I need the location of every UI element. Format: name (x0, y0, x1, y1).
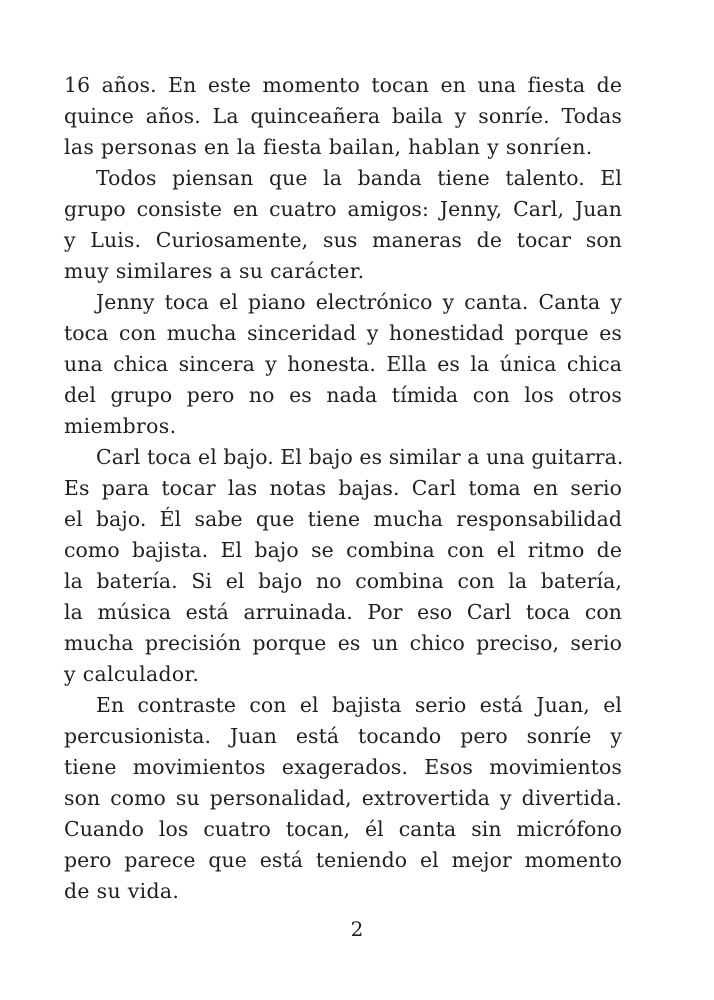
text-line: percusionista. Juan está tocando pero sonríe y (64, 724, 622, 748)
text-line: las personas en la fiesta bailan, hablan y sonríen. (64, 135, 593, 159)
text-line: Todos piensan que la banda tiene talento. El (96, 166, 622, 190)
text-line: y calculador. (64, 662, 200, 686)
text-line: mucha precisión porque es un chico preciso, serio (64, 631, 622, 655)
text-line: 16 años. En este momento tocan en una fiesta de (64, 73, 622, 97)
text-line: miembros. (64, 414, 177, 438)
text-line: tiene movimientos exagerados. Esos movimientos (64, 755, 622, 779)
text-line: el bajo. Él sabe que tiene mucha responsabilidad (64, 507, 622, 531)
text-line: En contraste con el bajista serio está Juan, el (96, 693, 622, 717)
text-line: muy similares a su carácter. (64, 259, 365, 283)
text-line: del grupo pero no es nada tímida con los otros (64, 383, 622, 407)
text-line: una chica sincera y honesta. Ella es la única chica (64, 352, 622, 376)
text-line: la batería. Si el bajo no combina con la batería, (64, 569, 622, 593)
text-line: como bajista. El bajo se combina con el ritmo de (64, 538, 622, 562)
text-line: quince años. La quinceañera baila y sonríe. Todas (64, 104, 622, 128)
text-line: pero parece que está teniendo el mejor momento (64, 848, 622, 872)
text-line: Cuando los cuatro tocan, él canta sin micrófono (64, 817, 622, 841)
text-line: grupo consiste en cuatro amigos: Jenny, Carl, Juan (64, 197, 622, 221)
text-line: Es para tocar las notas bajas. Carl toma en serio (64, 476, 622, 500)
text-line: de su vida. (64, 879, 180, 903)
text-line: toca con mucha sinceridad y honestidad porque es (64, 321, 622, 345)
text-line: y Luis. Curiosamente, sus maneras de tocar son (64, 228, 622, 252)
text-line: la música está arruinada. Por eso Carl toca con (64, 600, 622, 624)
page-number: 2 (350, 917, 364, 941)
text-line: Carl toca el bajo. El bajo es similar a una guitarra. (96, 445, 624, 469)
page-body (64, 70, 624, 903)
text-line: son como su personalidad, extrovertida y divertida. (64, 786, 622, 810)
text-line: Jenny toca el piano electrónico y canta. Canta y (96, 290, 622, 314)
